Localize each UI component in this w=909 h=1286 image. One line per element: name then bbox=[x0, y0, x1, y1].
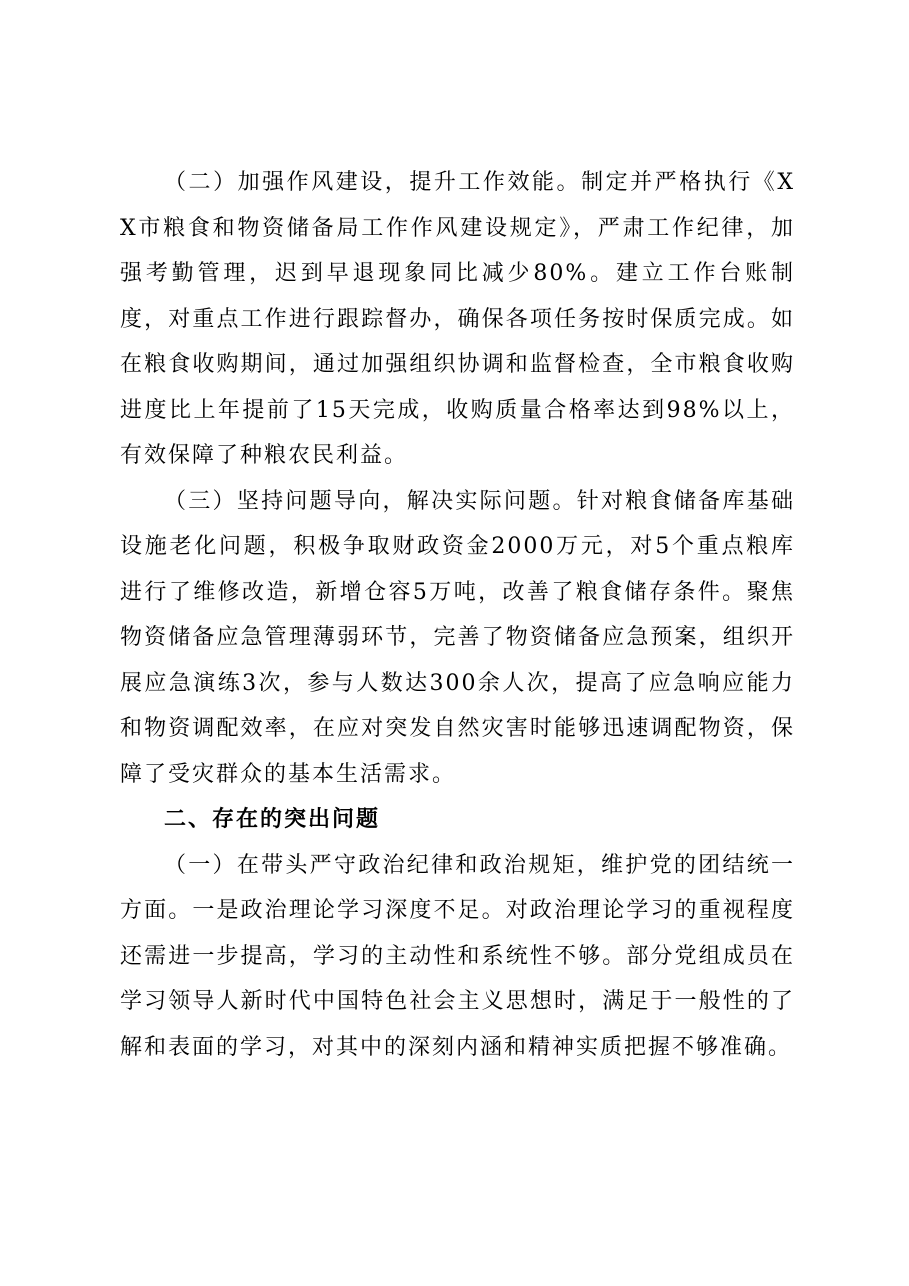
paragraph-work-style: （二）加强作风建设，提升工作效能。制定并严格执行《XX市粮食和物资储备局工作作风建设规定》，严肃工作纪律，加强考勤管理，迟到早退现象同比减少80%。建立工作台账制度，对重点工作进行跟踪督办，确保各项任务按时保质完成。如在粮食收购期间，通过加强组织协调和监督检查，全市粮食收购进度比上年提前了15天完成，收购质量合格率达到98%以上，有效保障了种粮农民利益。 bbox=[120, 170, 795, 468]
section-heading: 二、存在的突出问题 bbox=[164, 807, 381, 832]
paragraph-political-discipline: （一）在带头严守政治纪律和政治规矩，维护党的团结统一方面。一是政治理论学习深度不足。对政治理论学习的重视程度还需进一步提高，学习的主动性和系统性不够。部分党组成员在学习领导人新时代中国特色社会主义思想时，满足于一般性的了解和表面的学习，对其中的深刻内涵和精神实质把握不够准确。 bbox=[120, 852, 795, 1060]
paragraph-problem-oriented: （三）坚持问题导向，解决实际问题。针对粮食储备库基础设施老化问题，积极争取财政资金2000万元，对5个重点粮库进行了维修改造，新增仓容5万吨，改善了粮食储存条件。聚焦物资储备应急管理薄弱环节，完善了物资储备应急预案，组织开展应急演练3次，参与人数达300余人次，提高了应急响应能力和物资调配效率，在应对突发自然灾害时能够迅速调配物资，保障了受灾群众的基本生活需求。 bbox=[120, 488, 795, 787]
document-page bbox=[120, 160, 795, 1070]
